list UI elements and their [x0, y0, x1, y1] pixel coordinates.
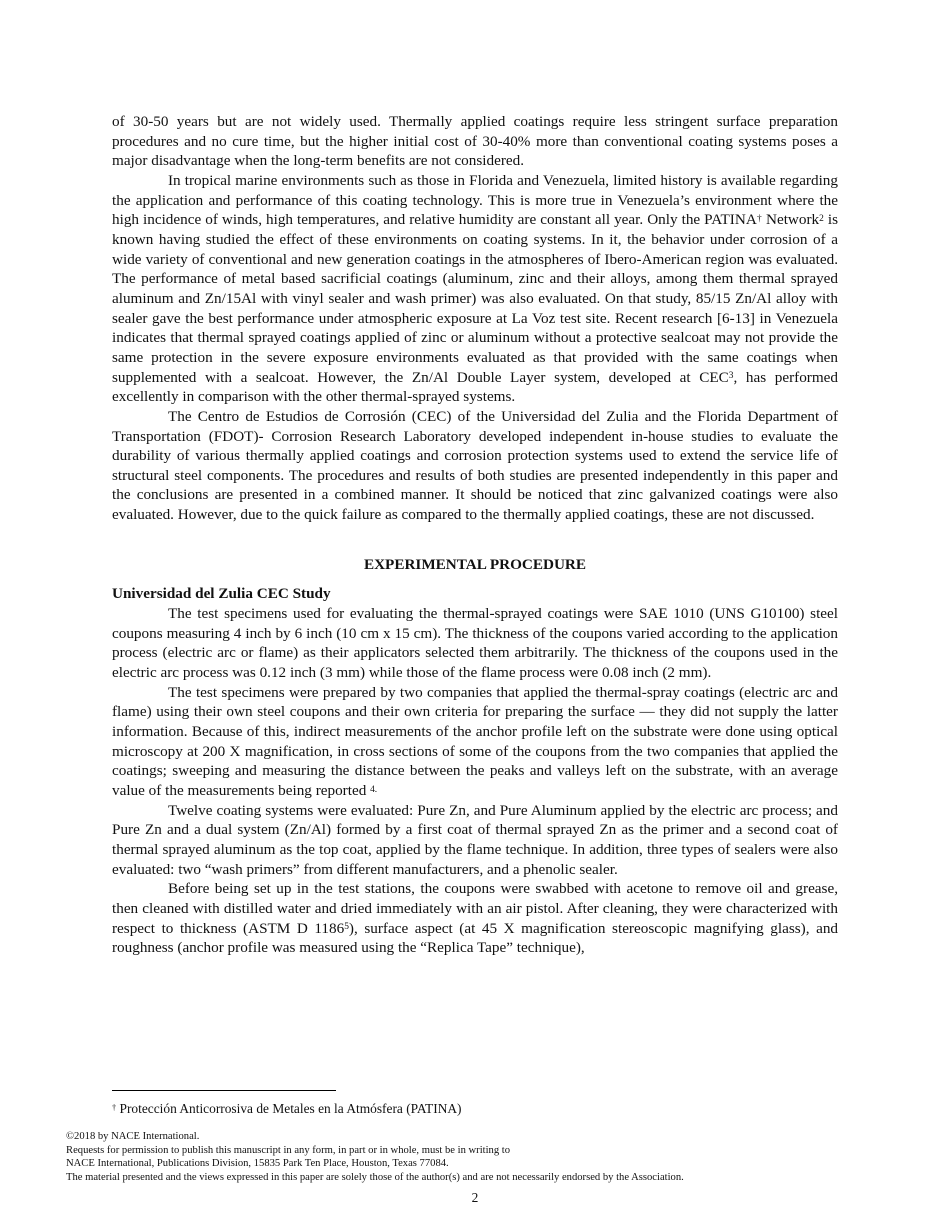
text-run: Twelve coating systems were evaluated: Pure Zn, and Pure Aluminum applied by the electric arc process; and Pure Zn and a dual system (Zn/Al) formed by a first coat of thermal sprayed Zn as the primer and a second coat of thermal sprayed aluminum as the top coat, applied by the flame technique. In addition, three types of sealers were also evaluated: two “wash primers” from different manufacturers, and a phenolic sealer. — [112, 801, 838, 878]
footnote-text: Protección Anticorrosiva de Metales en la Atmósfera (PATINA) — [116, 1101, 462, 1116]
copyright-line: ©2018 by NACE International. — [66, 1131, 200, 1142]
copyright-line: Requests for permission to publish this manuscript in any form, in part or in whole, must be in writing to — [66, 1144, 511, 1156]
reference-superscript: 2 — [819, 213, 824, 224]
subsection-heading: Universidad del Zulia CEC Study — [112, 585, 331, 603]
paragraph-cec-fdot — [112, 407, 838, 525]
footnote-marker: † — [756, 213, 762, 224]
copyright-line: NACE International, Publications Division, 15835 Park Ten Place, Houston, Texas 77084. — [66, 1158, 449, 1169]
text-run: ), surface aspect (at 45 X magnification stereoscopic magnifying glass), and roughness (anchor profile was measured using the “Replica Tape” technique), — [112, 919, 839, 957]
footnote — [112, 1100, 838, 1117]
text-run: Network — [761, 211, 820, 229]
text-run: In tropical marine environments such as those in Florida and Venezuela, limited history is available regarding the application and performance of this coating technology. This is more true in Venezuela’s environment where the high incidence of winds, high temperatures, and relative humidity are constant all year. Only the PATINA — [112, 171, 838, 229]
section-heading: EXPERIMENTAL PROCEDURE — [363, 555, 587, 573]
reference-superscript: 3 — [728, 371, 734, 382]
text-run: The test specimens used for evaluating the thermal-sprayed coatings were SAE 1010 (UNS G10100) steel coupons measuring 4 inch by 6 inch (10 cm x 15 cm). The thickness of the coupons varied according to the application process (electric arc or flame) as their applicators selected them arbitrarily. The thickness of the coupons used in the electric arc process was 0.12 inch (3 mm) while those of the flame process were 0.08 inch (2 mm). — [112, 605, 838, 682]
text-run: is known having studied the effect of these environments on coating systems. In it, the behavior under corrosion of a wide variety of conventional and new generation coatings in the atmospheres of Ibero-American region was evaluated. The performance of metal based sacrificial coatings (aluminum, zinc and their alloys, among them thermal sprayed aluminum and Zn/15Al with vinyl sealer and wash primer) was also evaluated. On that study, 85/15 Zn/Al alloy with sealer gave the best performance under atmospheric exposure at La Voz test site. Recent research [6-13] in Venezuela indicates that thermal sprayed coatings applied of zinc or aluminum without a protective sealcoat may not provide the same protection in the severe exposure environments evaluated as that provided with the same coatings when supplemented with a sealcoat. However, the Zn/Al Double Layer system, developed at CEC — [112, 211, 838, 386]
footnote-divider — [112, 1090, 336, 1091]
paragraph-specimen-preparation — [112, 683, 838, 801]
text-run: The test specimens were prepared by two companies that applied the thermal-spray coatings (electric arc and flame) using their own steel coupons and their own criteria for preparing the surface — they did not supply the latter information. Because of this, indirect measurements of the anchor profile left on the substrate were done using optical microscopy at 200 X magnification, in cross sections of some of the coupons from the two companies that applied the coatings; sweeping and measuring the distance between the peaks and valleys left on the substrate, with an average value of the measurements being reported — [112, 683, 838, 799]
paragraph-cleaning — [112, 879, 838, 958]
text-run: The Centro de Estudios de Corrosión (CEC) of the Universidad del Zulia and the Florida Department of Transportation (FDOT)- Corrosion Research Laboratory developed independent in-house studies to evaluate the durability of various thermally applied coatings and corrosion protection systems used to extend the service life of structural steel components. The procedures and results of both studies are presented independently in this paper and the conclusions are presented in a combined manner. It should be noticed that zinc galvanized coatings were also evaluated. However, due to the quick failure as compared to the thermally applied coatings, these are not discussed. — [112, 407, 838, 524]
copyright-notice — [66, 1130, 906, 1184]
text-run: Before being set up in the test stations, the coupons were swabbed with acetone to remove oil and grease, then cleaned with distilled water and dried immediately with an air pistol. After cleaning, they were characterized with respect to thickness (ASTM D 1186 — [112, 880, 838, 937]
paragraph-tropical-environments — [112, 171, 838, 407]
paragraph-test-specimens — [112, 604, 838, 683]
text-run: of 30-50 years but are not widely used. Thermally applied coatings require less stringent surface preparation procedures and no cure time, but the higher initial cost of 30-40% more than conventional coating systems poses a major disadvantage when the long-term benefits are not considered. — [112, 113, 838, 170]
reference-superscript: 4. — [370, 784, 378, 795]
footnote-marker: † — [112, 1103, 117, 1113]
body-text — [112, 112, 838, 958]
reference-superscript: 5 — [344, 922, 349, 933]
paragraph-continued — [112, 112, 838, 171]
page-number: 2 — [471, 1190, 479, 1205]
text-run: , has performed excellently in comparison with the other thermal-sprayed systems. — [112, 368, 839, 406]
copyright-line: The material presented and the views expressed in this paper are solely those of the author(s) and are not necessarily endorsed by the Association. — [66, 1171, 684, 1183]
paragraph-coating-systems — [112, 801, 838, 880]
